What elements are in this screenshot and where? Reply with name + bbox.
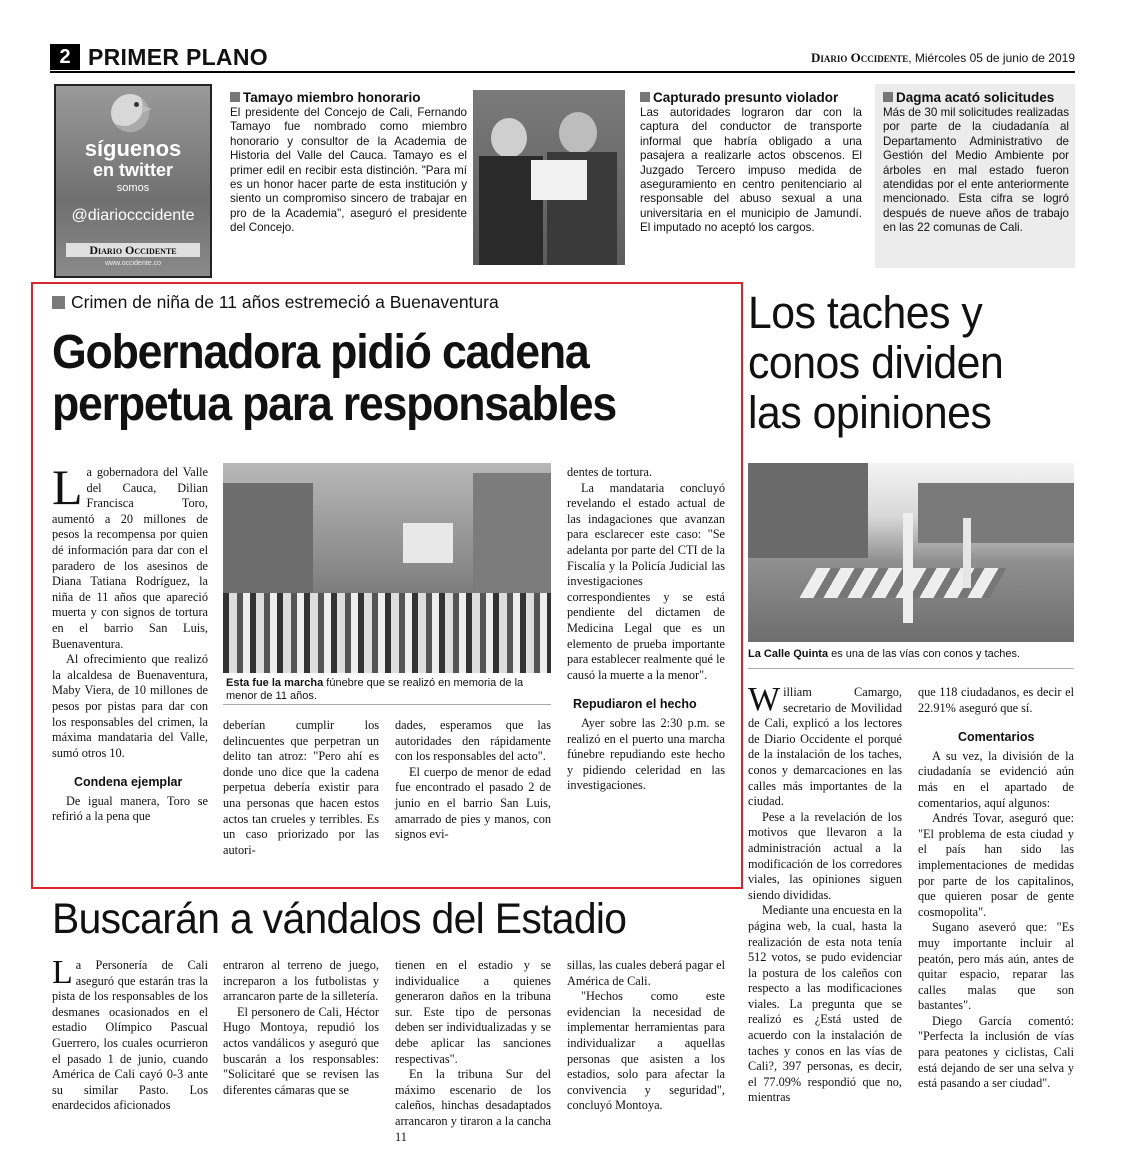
main-col-3: dades, esperamos que las autoridades den rápidamente con los responsables del acto". El cuerpo de menor de edad fue encontrado el pasado 2 de junio en el barrio San Luis, amarrado de pies y manos, con signos evi- — [395, 718, 551, 842]
brief-title: Dagma acató solicitudes — [883, 90, 1069, 105]
main-col-4: dentes de tortura. La mandataria concluyó revelando el estado actual de las indagaciones que avanzan para esclarecer este caso: "Se adelanta por parte del CTI de la Fiscalía y la Policía Judicial las investigaciones correspondientes y se está pendiente del dictamen de Medicina Legal que es un elemento de prueba importante para establecer realmente qué le causó la muerte a la menor". Repudiaron el hecho Ayer sobre las 2:30 p.m. se realizó en el puerto una marcha fúnebre repudiando este hecho y pidiendo celeridad en las investigaciones. — [567, 465, 725, 793]
twitter-bird-icon — [111, 94, 149, 132]
subhead-comentarios: Comentarios — [958, 730, 1035, 745]
page-number: 2 — [50, 44, 80, 70]
headline-line: conos dividen — [748, 337, 1004, 388]
caption-rule — [223, 704, 551, 705]
headline-line: Los taches y — [748, 287, 983, 338]
twitter-line1: síguenos — [84, 136, 182, 161]
header-rule — [50, 71, 1075, 73]
brief-photo-tamayo — [473, 90, 625, 265]
brief-tamayo — [230, 90, 467, 236]
dateline — [811, 50, 1075, 66]
brief-capturado — [640, 90, 862, 236]
headline-line: perpetua para responsables — [52, 378, 617, 431]
brief-title: Capturado presunto violador — [640, 90, 862, 105]
main-photo-march — [223, 463, 551, 673]
twitter-url: www.occidente.co — [104, 260, 162, 267]
brief-text: El presidente del Concejo de Cali, Fernando Tamayo fue nombrado como miembro honorario y consultor de la Academia de Historia del Valle del Cauca. Tamayo es el primer edil en recibir esta distinción. "Para mí es un honor hacer parte de esta institución y siento un compromiso sincero de trabajar en pro de la Academia", aseguró el presidente del Concejo. — [230, 106, 467, 235]
twitter-handle[interactable]: @diariocccidente — [71, 207, 195, 224]
stadium-col-1: La Personería de Cali aseguró que estarán tras la pista de los responsables de los desmanes ocasionados en el estadio Olímpico Pascual Guerrero, los cuales ocurrieron el pasado 1 de junio, cuando América de Cali cayó 0-3 ante su similar Pasto. Los enardecidos aficionados — [52, 954, 208, 1113]
stadium-col-2: entraron al terreno de juego, increparon a los futbolistas y arrancaron parte de la silletería. El personero de Cali, Héctor Hugo Montoya, repudió los actos vandálicos y aseguró que buscarán a los responsables: "Solicitaré que se revisen las diferentes cámaras que se — [223, 958, 379, 1097]
caption-rule — [748, 668, 1074, 669]
stadium-col-4: sillas, las cuales deberá pagar el América de Cali. "Hechos como este evidencian la necesidad de implementar herramientas para individualizar a aquellas personas que asisten a los estadios, solo para afectar la convivencia y seguridad", concluyó Montoya. — [567, 958, 725, 1113]
twitter-ad — [54, 84, 212, 278]
brief-text: Las autoridades lograron dar con la captura del conductor de transporte informal que habría obligado a una pasajera a realizarle actos obscenos. El Juzgado Tercero impuso medida de aseguramiento en centro penitenciario al responsable del abuso sexual a una universitaria en el municipio de Jamundí. El imputado no aceptó los cargos. — [640, 106, 862, 235]
twitter-line3: somos — [116, 182, 150, 194]
brief-dagma — [875, 84, 1075, 268]
brief-text: Más de 30 mil solicitudes realizadas por parte de la ciudadanía al Departamento Administrativo de Gestión del Medio Ambiente por árboles en mal estado fueron atendidas por el ente anteriormente mencionado. Esta cifra se logró después de nueve años de trabajo en las 22 comunas de Cali. — [883, 106, 1069, 235]
main-kicker: Crimen de niña de 11 años estremeció a Buenaventura — [52, 292, 732, 312]
main-photo-caption: Esta fue la marcha fúnebre que se realizó en memoria de la menor de 11 años. — [226, 677, 524, 702]
headline-line: Gobernadora pidió cadena — [52, 326, 589, 379]
brief-title: Tamayo miembro honorario — [230, 90, 467, 105]
taches-photo — [748, 463, 1074, 642]
section-title: PRIMER PLANO — [88, 44, 268, 70]
subhead-condena: Condena ejemplar — [74, 775, 183, 790]
issue-date: , Miércoles 05 de junio de 2019 — [908, 51, 1075, 65]
page-header — [50, 44, 1075, 70]
taches-col-2: que 118 ciudadanos, es decir el 22.91% aseguró que sí. Comentarios A su vez, la división de la ciudadanía se evidenció aún más en el apartado de comentarios, aquí algunos: Andrés Tovar, aseguró que: "El problema de esta ciudad y el país han sido las implementaciones de medidas por parte de los capitalinos, que quieren posar de gente cosmopolita". Sugano aseveró que: "Es muy importante incluir al peatón, pero más aún, antes de quitar espacio, reparar las calles malas que son bastantes". Diego García comentó: "Perfecta la inclusión de vías para peatones y ciclistas, Cali está dejando de ser una selva y está pasando a ser ciudad". — [918, 685, 1074, 1091]
paper-name: Diario Occidente — [810, 50, 909, 65]
taches-headline — [748, 288, 1062, 438]
twitter-line2: en twitter — [92, 160, 173, 180]
main-col-2: deberían cumplir los delincuentes que perpetran un delito tan atroz: "Pero ahí es donde uno dice que la cadena perpetua debería existir para una personas que hacen estos actos tan crueles y terribles. Es un caso priorizado por las autori- — [223, 718, 379, 857]
taches-col-1: William Camargo, secretario de Movilidad de Cali, explicó a los lectores de Diario Occidente el porqué de la instalación de los taches, conos y demarcaciones en las calles más importantes de la ciudad. Pese a la revelación de los motivos que llevaron a la administración actual a la modificación de los corredores viales, las opiniones siguen siendo divididas. Mediante una encuesta en la página web, la cual, hasta la realización de esta nota tenía 512 votos, se pudo evidenciar la postura de los caleños con respecto a las modificaciones viales. La pregunta que se realizó es ¿Está usted de acuerdo con la instalación de taches y conos en las vías de Cali?, 397 personas, es decir, el 77.09% respondió que no, mientras — [748, 681, 902, 1105]
taches-photo-caption: La Calle Quinta es una de las vías con conos y taches. — [748, 648, 1021, 660]
twitter-logo: Diario Occidente — [66, 243, 200, 257]
stadium-headline: Buscarán a vándalos del Estadio — [52, 895, 627, 943]
headline-line: las opiniones — [748, 387, 992, 438]
main-headline — [52, 327, 694, 431]
stadium-col-3: tienen en el estadio y se individualice a quienes generaron daños en la tribuna sur. Este tipo de personas deben ser individualizadas y se debe aplicar las sanciones respectivas". En la tribuna Sur del máximo escenario de los caleños, hinchas desadaptados arrancaron y tiraron a la cancha 11 — [395, 958, 551, 1144]
subhead-repudiaron: Repudiaron el hecho — [573, 697, 697, 712]
main-col-1: La gobernadora del Valle del Cauca, Dilian Francisca Toro, aumentó a 20 millones de pesos la recompensa por quien dé información para dar con el paradero de los asesinos de Diana Tatiana Rodríguez, la niña de 11 años que apareció muerta y con signos de tortura en el barrio San Luis, Buenaventura. Al ofrecimiento que realizó la alcaldesa de Buenaventura, Maby Viera, de 10 millones de pesos por pistas para dar con los responsables del crimen, la máxima mandataria del Valle, sumó otros 10. Condena ejemplar De igual manera, Toro se refirió a la pena que — [52, 459, 208, 824]
kicker-square-icon — [52, 296, 65, 309]
